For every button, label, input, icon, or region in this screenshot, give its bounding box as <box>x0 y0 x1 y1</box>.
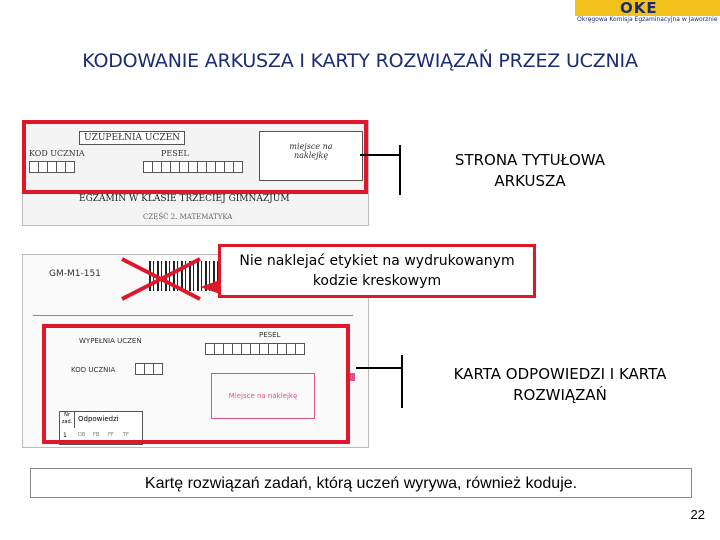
bottom-note: Kartę rozwiązań zadań, którą uczeń wyrywa, również koduje. <box>30 468 692 498</box>
fill-by-student-header: UZUPEŁNIA UCZEŃ <box>79 131 185 145</box>
connector-1 <box>360 140 406 200</box>
logo-text: OKE <box>620 0 658 17</box>
task-number-header: Nr zad. <box>60 412 75 428</box>
connector-2 <box>356 350 408 412</box>
option-ff: FF <box>108 432 114 438</box>
answer-card-label: KARTA ODPOWIEDZI I KARTA ROZWIĄZAŃ <box>453 365 667 404</box>
task-row-number: 1 <box>63 432 67 439</box>
answers-header: Odpowiedzi <box>78 415 119 423</box>
fill-by-student-label: WYPEŁNIA UCZEŃ <box>79 337 142 345</box>
logo-subtitle: Okręgowa Komisja Egzaminacyjna w Jaworznie <box>577 16 718 23</box>
barcode-warning-callout: Nie naklejać etykiet na wydrukowanym kodzie kreskowym <box>218 244 536 298</box>
answer-card-highlight <box>42 324 350 444</box>
oke-logo <box>575 0 720 22</box>
sticker-place-text-2: Miejsce na naklejkę <box>228 392 298 400</box>
exam-part: CZĘŚĆ 2. MATEMATYKA <box>143 213 233 221</box>
no-sticker-cross-icon <box>118 256 204 302</box>
option-fb: FB <box>93 432 100 438</box>
title-page-label: STRONA TYTUŁOWA ARKUSZA <box>454 151 606 190</box>
pesel-label: PESEL <box>161 149 189 158</box>
page-title: KODOWANIE ARKUSZA I KARTY ROZWIĄZAŃ PRZEZ UCZNIA <box>82 50 638 72</box>
exam-code: GM-M1-151 <box>49 269 101 279</box>
option-tf: TF <box>123 432 129 438</box>
title-page-highlight <box>22 120 368 194</box>
logo-mark <box>575 0 720 16</box>
sticker-place-text: miejsce na naklejkę <box>289 142 333 160</box>
divider <box>33 315 353 316</box>
option-db: DB <box>78 432 86 438</box>
page-number: 22 <box>690 507 705 522</box>
student-code-label: KOD UCZNIA <box>29 149 85 158</box>
exam-title: EGZAMIN W KLASIE TRZECIEJ GIMNAZJUM <box>79 194 290 204</box>
pesel-label-2: PESEL <box>259 331 281 339</box>
student-code-label-2: KOD UCZNIA <box>71 366 116 374</box>
